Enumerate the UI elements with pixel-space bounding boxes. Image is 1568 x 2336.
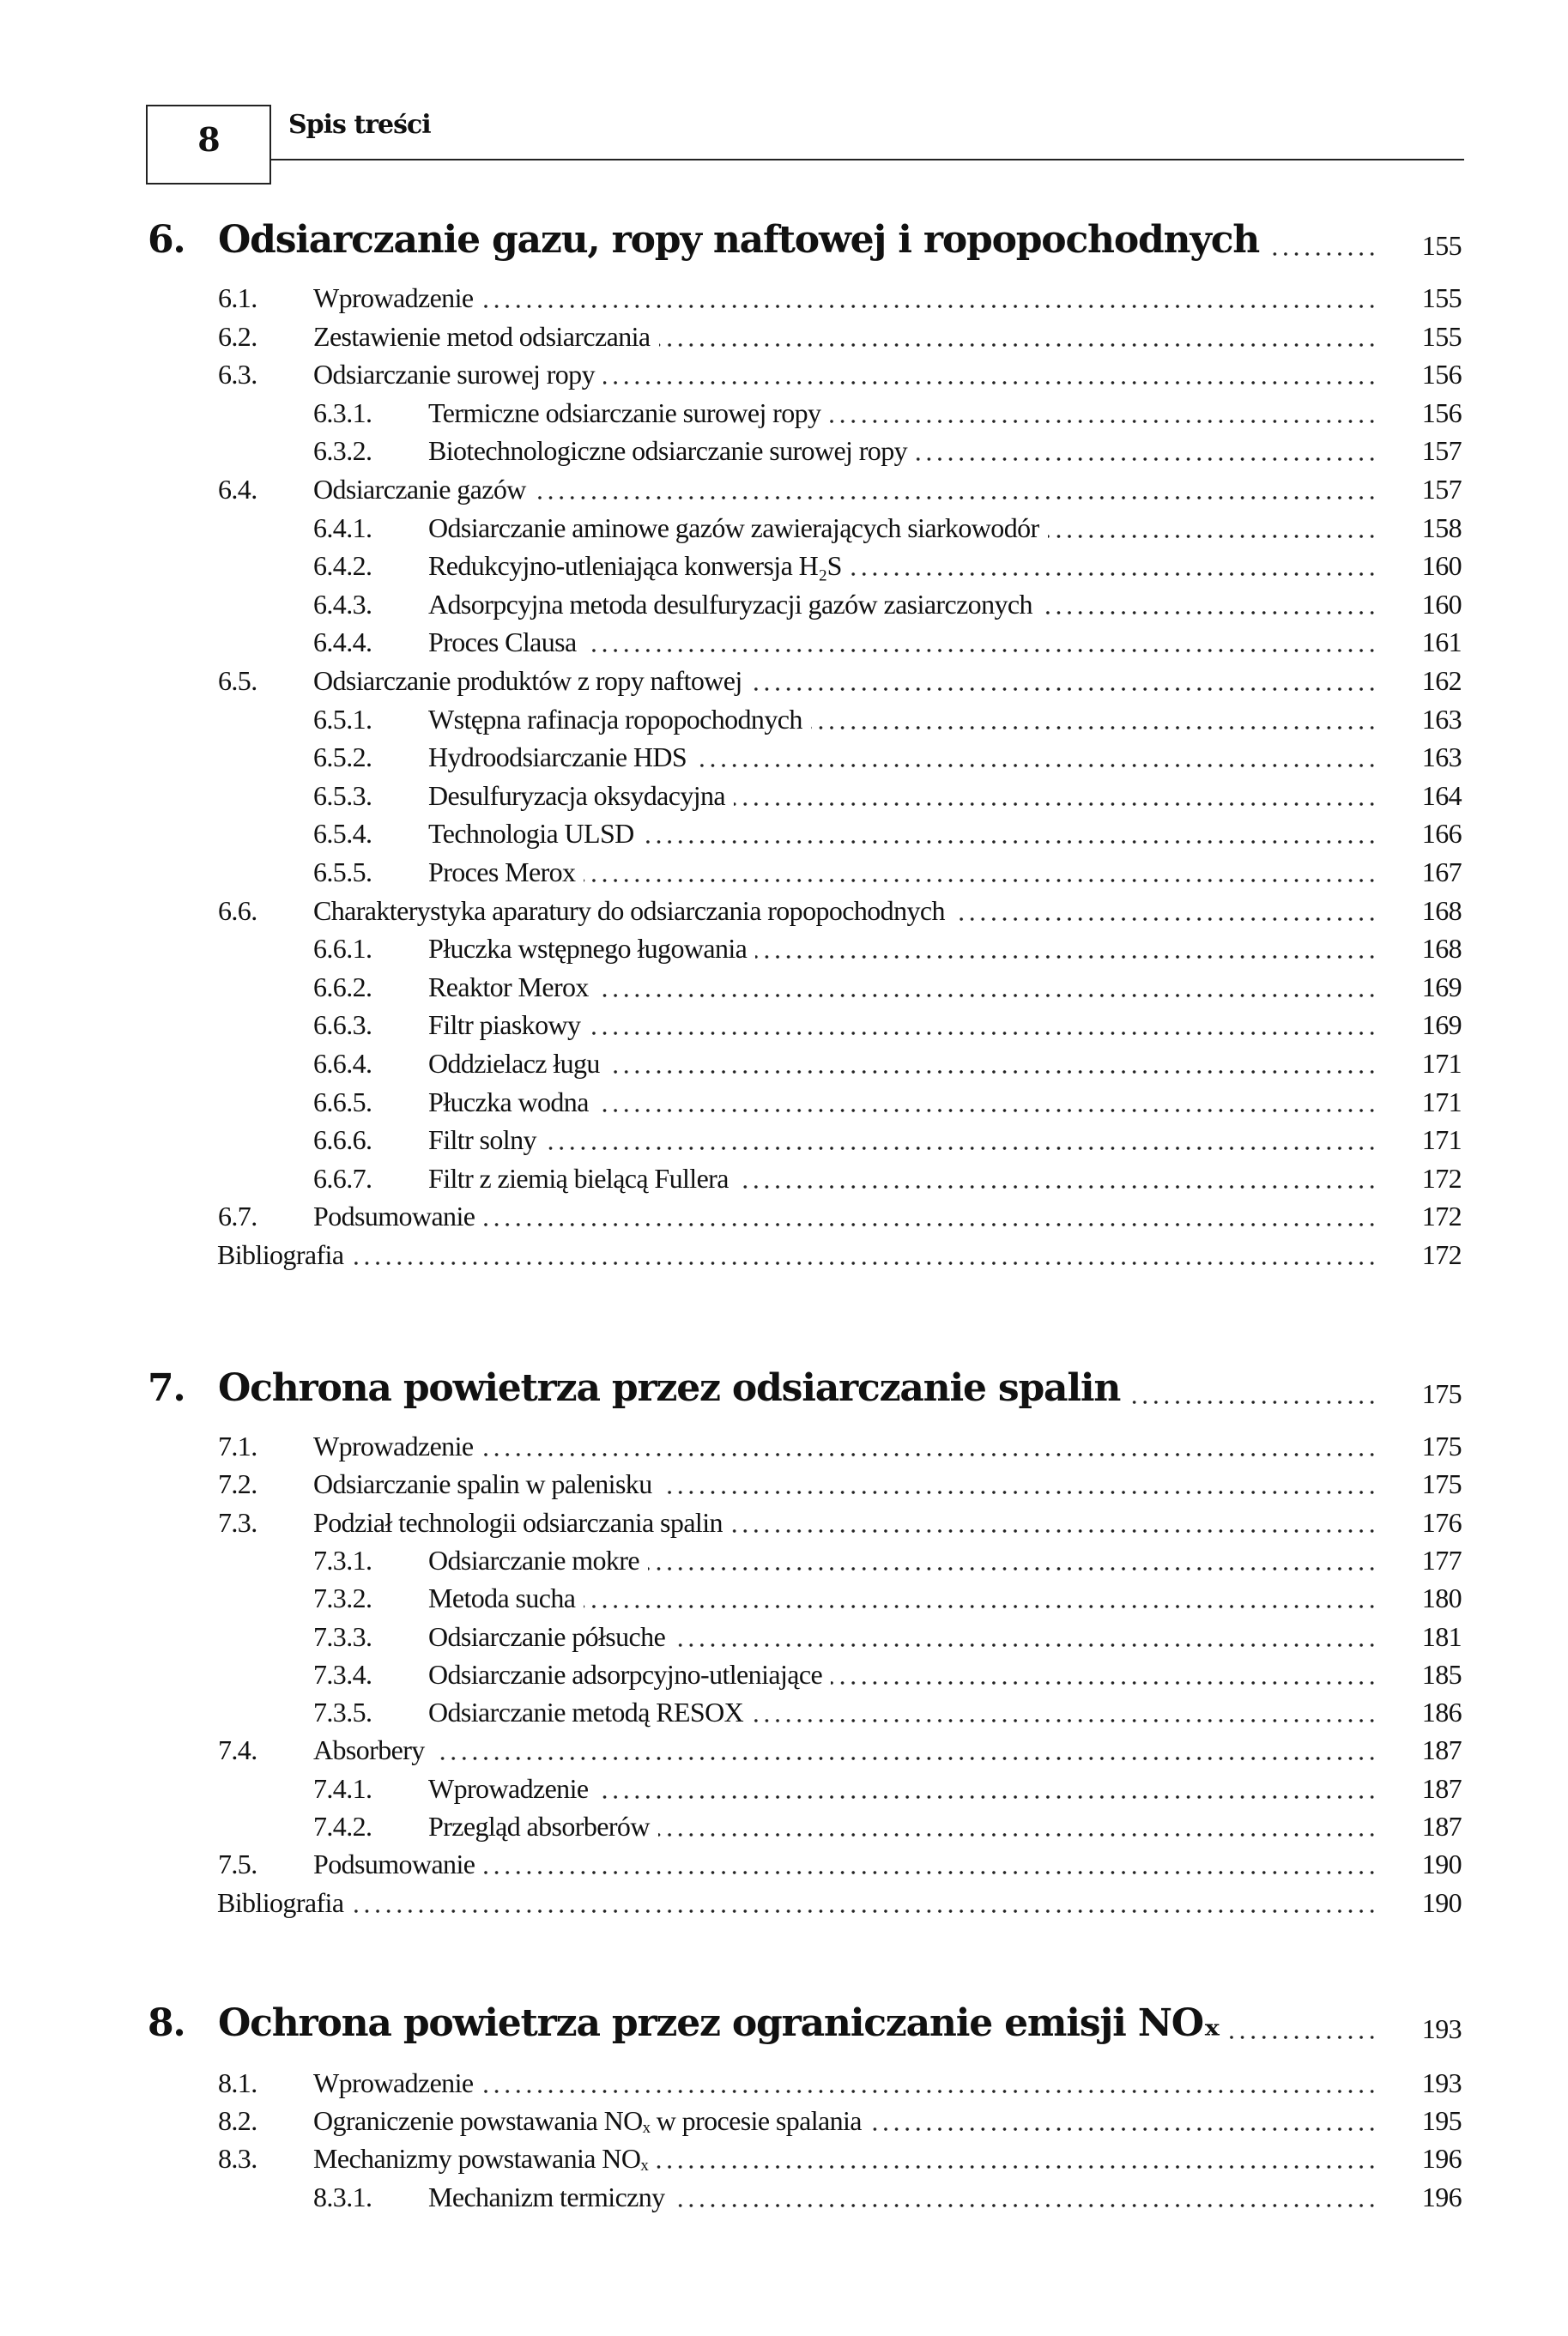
dot-leader — [829, 396, 1377, 430]
dot-leader — [483, 1847, 1377, 1881]
section-page-number: 167 — [1421, 856, 1462, 887]
section-page-number: 155 — [1421, 321, 1462, 352]
section-number: 7.3. — [218, 1507, 257, 1538]
section-title: Odsiarczanie półsuche — [428, 1621, 666, 1652]
section-number: 7.4.1. — [313, 1773, 372, 1804]
section-title: Filtr solny — [428, 1124, 536, 1155]
section-title: Odsiarczanie surowej ropy — [313, 359, 595, 390]
toc-entry[interactable] — [0, 1771, 1568, 1806]
section-number: 6.3.2. — [313, 435, 372, 466]
section-number: 8.1. — [218, 2067, 257, 2098]
section-page-number: 193 — [1421, 2067, 1462, 2098]
section-page-number: 171 — [1421, 1124, 1462, 1155]
toc-entry[interactable] — [0, 1429, 1568, 1463]
toc-entry[interactable] — [0, 1505, 1568, 1540]
section-page-number: 163 — [1421, 704, 1462, 735]
toc-entry[interactable] — [0, 778, 1568, 813]
section-number: 6.5.5. — [313, 856, 372, 887]
toc-entry[interactable] — [0, 1008, 1568, 1042]
chapter-number: 8. — [148, 2001, 185, 2045]
section-number: 7.3.5. — [313, 1697, 372, 1728]
dot-leader — [584, 1581, 1377, 1615]
section-page-number: 158 — [1421, 512, 1462, 543]
dot-leader — [657, 2141, 1377, 2176]
section-number: 8.3. — [218, 2143, 257, 2174]
section-page-number: 172 — [1421, 1239, 1462, 1270]
section-number: 7.3.4. — [313, 1659, 372, 1690]
section-page-number: 186 — [1421, 1697, 1462, 1728]
page-number: 8 — [197, 120, 220, 159]
section-number: 6.6.3. — [313, 1009, 372, 1040]
dot-leader — [752, 1695, 1377, 1729]
section-title: Wprowadzenie — [313, 2067, 474, 2098]
section-title: Podział technologii odsiarczania spalin — [313, 1507, 723, 1538]
dot-leader — [643, 816, 1377, 850]
toc-entry[interactable] — [0, 1046, 1568, 1080]
dot-leader — [648, 1543, 1377, 1577]
section-page-number: 162 — [1421, 665, 1462, 696]
toc-entry[interactable] — [0, 1847, 1568, 1881]
dot-leader — [851, 548, 1377, 583]
section-page-number: 196 — [1421, 2143, 1462, 2174]
section-page-number: 172 — [1421, 1163, 1462, 1194]
chapter-title: Ochrona powietrza przez odsiarczanie spalin — [218, 1366, 1121, 1410]
section-number: 7.1. — [218, 1431, 257, 1462]
section-page-number: 187 — [1421, 1773, 1462, 1804]
section-title: Filtr piaskowy — [428, 1009, 581, 1040]
section-number: 6.5.3. — [313, 780, 372, 811]
dot-leader — [831, 1657, 1377, 1691]
section-title: Odsiarczanie gazów — [313, 474, 526, 505]
section-page-number: 195 — [1421, 2105, 1462, 2136]
dot-leader — [659, 319, 1377, 354]
section-page-number: 196 — [1421, 2182, 1462, 2212]
toc-entry[interactable] — [0, 970, 1568, 1004]
toc-entry[interactable] — [0, 1161, 1568, 1195]
dot-leader — [755, 931, 1377, 965]
section-number: 6.4.2. — [313, 550, 372, 581]
section-page-number: 190 — [1421, 1849, 1462, 1879]
toc-entry[interactable] — [0, 1581, 1568, 1615]
section-page-number: 160 — [1421, 589, 1462, 620]
toc-entry[interactable] — [0, 816, 1568, 850]
toc-entry[interactable] — [0, 548, 1568, 583]
section-title: Charakterystyka aparatury do odsiarczania ropopochodnych — [313, 895, 945, 926]
section-page-number: 177 — [1421, 1545, 1462, 1576]
toc-entry[interactable] — [0, 1467, 1568, 1501]
dot-leader — [589, 1008, 1377, 1042]
dot-leader — [608, 1046, 1377, 1080]
dot-leader — [737, 1161, 1377, 1195]
section-number: 6.6.5. — [313, 1086, 372, 1117]
section-title: Hydroodsiarczanie HDS — [428, 741, 687, 772]
section-title: Desulfuryzacja oksydacyjna — [428, 780, 726, 811]
toc-entry[interactable] — [0, 319, 1568, 354]
section-number: 8.3.1. — [313, 2182, 372, 2212]
chapter-heading[interactable] — [0, 2000, 1568, 2048]
toc-entry[interactable] — [0, 433, 1568, 468]
section-title: Odsiarczanie mokre — [428, 1545, 639, 1576]
section-page-number: 169 — [1421, 971, 1462, 1002]
section-number: 6.6.1. — [313, 933, 372, 964]
section-title: Odsiarczanie metodą RESOX — [428, 1697, 744, 1728]
section-page-number: 168 — [1421, 895, 1462, 926]
toc-entry[interactable] — [0, 1543, 1568, 1577]
toc-entry[interactable] — [0, 2066, 1568, 2100]
section-title: Podsumowanie — [313, 1849, 475, 1879]
toc-entry[interactable] — [0, 511, 1568, 545]
dot-leader — [661, 1467, 1377, 1501]
section-page-number: 163 — [1421, 741, 1462, 772]
toc-entry[interactable] — [0, 1619, 1568, 1654]
section-title: Redukcyjno-utleniająca konwersja H₂S — [428, 550, 842, 581]
section-number: 6.5.4. — [313, 818, 372, 849]
section-page-number: 190 — [1421, 1887, 1462, 1918]
dot-leader — [352, 1238, 1377, 1272]
section-number: 8.2. — [218, 2105, 257, 2136]
section-page-number: 180 — [1421, 1583, 1462, 1613]
dot-leader — [481, 2066, 1377, 2100]
section-title: Płuczka wodna — [428, 1086, 589, 1117]
section-number: 6.6.4. — [313, 1048, 372, 1079]
section-page-number: 166 — [1421, 818, 1462, 849]
section-number: 6.5.2. — [313, 741, 372, 772]
toc-entry[interactable] — [0, 625, 1568, 659]
section-number: 6.2. — [218, 321, 257, 352]
section-page-number: 157 — [1421, 435, 1462, 466]
chapter-heading[interactable] — [0, 216, 1568, 264]
section-page-number: 168 — [1421, 933, 1462, 964]
section-title: Metoda sucha — [428, 1583, 576, 1613]
toc-entry[interactable] — [0, 1123, 1568, 1157]
chapter-page-number: 155 — [1421, 230, 1462, 261]
dot-leader — [674, 2180, 1377, 2214]
toc-entry[interactable] — [0, 1657, 1568, 1691]
section-page-number: 160 — [1421, 550, 1462, 581]
chapter-page-number: 193 — [1421, 2013, 1462, 2044]
section-page-number: 171 — [1421, 1086, 1462, 1117]
section-number: 6.7. — [218, 1201, 257, 1232]
section-number: 7.2. — [218, 1468, 257, 1499]
section-number: 7.5. — [218, 1849, 257, 1879]
section-page-number: 172 — [1421, 1201, 1462, 1232]
dot-leader — [433, 1733, 1377, 1767]
dot-leader — [1048, 511, 1377, 545]
section-title: Odsiarczanie adsorpcyjno-utleniające — [428, 1659, 823, 1690]
toc-entry[interactable] — [0, 2103, 1568, 2138]
section-number: 7.3.2. — [313, 1583, 372, 1613]
toc-entry[interactable] — [0, 1199, 1568, 1233]
section-page-number: 176 — [1421, 1507, 1462, 1538]
section-number: 6.5. — [218, 665, 257, 696]
section-title: Proces Merox — [428, 856, 576, 887]
section-title: Podsumowanie — [313, 1201, 475, 1232]
section-number: 7.4.2. — [313, 1811, 372, 1842]
toc-entry[interactable] — [0, 1809, 1568, 1843]
section-title: Odsiarczanie aminowe gazów zawierających siarkowodór — [428, 512, 1039, 543]
section-title: Zestawienie metod odsiarczania — [313, 321, 651, 352]
section-title: Płuczka wstępnego ługowania — [428, 933, 748, 964]
section-title: Bibliografia — [217, 1887, 344, 1918]
section-title: Wstępna rafinacja ropopochodnych — [428, 704, 802, 735]
section-number: 6.3.1. — [313, 397, 372, 428]
dot-leader — [916, 433, 1377, 468]
section-title: Filtr z ziemią bielącą Fullera — [428, 1163, 729, 1194]
section-page-number: 185 — [1421, 1659, 1462, 1690]
section-page-number: 156 — [1421, 397, 1462, 428]
toc-entry[interactable] — [0, 702, 1568, 736]
section-number: 7.4. — [218, 1734, 257, 1765]
toc-bibliography-entry[interactable] — [0, 1885, 1568, 1920]
dot-leader — [545, 1123, 1377, 1157]
section-title: Ograniczenie powstawania NOₓ w procesie spalania — [313, 2105, 862, 2136]
section-number: 6.5.1. — [313, 704, 372, 735]
toc-entry[interactable] — [0, 396, 1568, 430]
chapter-page-number: 175 — [1421, 1378, 1462, 1409]
section-title: Biotechnologiczne odsiarczanie surowej ropy — [428, 435, 907, 466]
section-number: 6.1. — [218, 282, 257, 313]
toc-entry[interactable] — [0, 1085, 1568, 1119]
dot-leader — [585, 625, 1377, 659]
section-page-number: 169 — [1421, 1009, 1462, 1040]
section-number: 6.3. — [218, 359, 257, 390]
dot-leader — [1268, 228, 1377, 263]
chapter-number: 7. — [148, 1366, 185, 1410]
dot-leader — [751, 663, 1377, 698]
section-page-number: 155 — [1421, 282, 1462, 313]
dot-leader — [584, 855, 1377, 889]
toc-entry[interactable] — [0, 357, 1568, 391]
dot-leader — [597, 1085, 1377, 1119]
section-title: Wprowadzenie — [313, 282, 474, 313]
toc-entry[interactable] — [0, 1695, 1568, 1729]
section-page-number: 181 — [1421, 1621, 1462, 1652]
section-number: 6.6.7. — [313, 1163, 372, 1194]
section-number: 6.6.6. — [313, 1124, 372, 1155]
toc-entry[interactable] — [0, 855, 1568, 889]
toc-entry[interactable] — [0, 663, 1568, 698]
section-page-number: 187 — [1421, 1734, 1462, 1765]
section-title: Termiczne odsiarczanie surowej ropy — [428, 397, 821, 428]
dot-leader — [483, 1199, 1377, 1233]
dot-leader — [734, 778, 1377, 813]
section-number: 6.4.1. — [313, 512, 372, 543]
section-title: Bibliografia — [217, 1239, 344, 1270]
toc-entry[interactable] — [0, 893, 1568, 928]
section-page-number: 187 — [1421, 1811, 1462, 1842]
section-title: Proces Clausa — [428, 626, 577, 657]
toc-entry[interactable] — [0, 931, 1568, 965]
toc-entry[interactable] — [0, 2141, 1568, 2176]
dot-leader — [481, 1429, 1377, 1463]
section-number: 6.4.4. — [313, 626, 372, 657]
section-title: Oddzielacz ługu — [428, 1048, 600, 1079]
dot-leader — [481, 281, 1377, 315]
dot-leader — [658, 1809, 1377, 1843]
toc-entry[interactable] — [0, 740, 1568, 774]
section-page-number: 156 — [1421, 359, 1462, 390]
section-title: Mechanizmy powstawania NOₓ — [313, 2143, 649, 2174]
toc-bibliography-entry[interactable] — [0, 1238, 1568, 1272]
header-divider — [271, 159, 1464, 160]
section-title: Odsiarczanie spalin w palenisku — [313, 1468, 652, 1499]
toc-entry[interactable] — [0, 472, 1568, 506]
dot-leader — [597, 970, 1377, 1004]
section-title: Reaktor Merox — [428, 971, 589, 1002]
dot-leader — [674, 1619, 1377, 1654]
toc-entry[interactable] — [0, 1733, 1568, 1767]
section-page-number: 175 — [1421, 1468, 1462, 1499]
chapter-number: 6. — [148, 218, 185, 262]
chapter-title: Odsiarczanie gazu, ropy naftowej i ropopochodnych — [218, 218, 1260, 262]
section-number: 6.6.2. — [313, 971, 372, 1002]
chapter-heading[interactable] — [0, 1365, 1568, 1413]
section-number: 7.3.3. — [313, 1621, 372, 1652]
dot-leader — [1129, 1377, 1377, 1411]
page-number-box — [146, 105, 271, 185]
section-number: 6.4. — [218, 474, 257, 505]
section-title: Mechanizm termiczny — [428, 2182, 665, 2212]
section-title: Technologia ULSD — [428, 818, 634, 849]
section-title: Wprowadzenie — [313, 1431, 474, 1462]
section-title: Odsiarczanie produktów z ropy naftowej — [313, 665, 742, 696]
section-page-number: 175 — [1421, 1431, 1462, 1462]
section-title: Adsorpcyjna metoda desulfuryzacji gazów zasiarczonych — [428, 589, 1032, 620]
section-title: Absorbery — [313, 1734, 425, 1765]
section-number: 7.3.1. — [313, 1545, 372, 1576]
section-number: 6.6. — [218, 895, 257, 926]
dot-leader — [731, 1505, 1377, 1540]
toc-entry[interactable] — [0, 281, 1568, 315]
section-page-number: 157 — [1421, 474, 1462, 505]
dot-leader — [1041, 587, 1377, 621]
dot-leader — [603, 357, 1377, 391]
chapter-title: Ochrona powietrza przez ograniczanie emisji NOₓ — [218, 2001, 1220, 2045]
dot-leader — [596, 1771, 1377, 1806]
dot-leader — [352, 1885, 1377, 1920]
dot-leader — [1229, 2012, 1377, 2046]
dot-leader — [811, 702, 1377, 736]
dot-leader — [870, 2103, 1377, 2138]
dot-leader — [954, 893, 1377, 928]
dot-leader — [535, 472, 1377, 506]
dot-leader — [695, 740, 1377, 774]
section-number: 6.4.3. — [313, 589, 372, 620]
toc-entry[interactable] — [0, 587, 1568, 621]
running-title: Spis treści — [288, 110, 431, 140]
section-page-number: 161 — [1421, 626, 1462, 657]
toc-entry[interactable] — [0, 2180, 1568, 2214]
section-page-number: 171 — [1421, 1048, 1462, 1079]
section-title: Przegląd absorberów — [428, 1811, 650, 1842]
section-title: Wprowadzenie — [428, 1773, 589, 1804]
section-page-number: 164 — [1421, 780, 1462, 811]
